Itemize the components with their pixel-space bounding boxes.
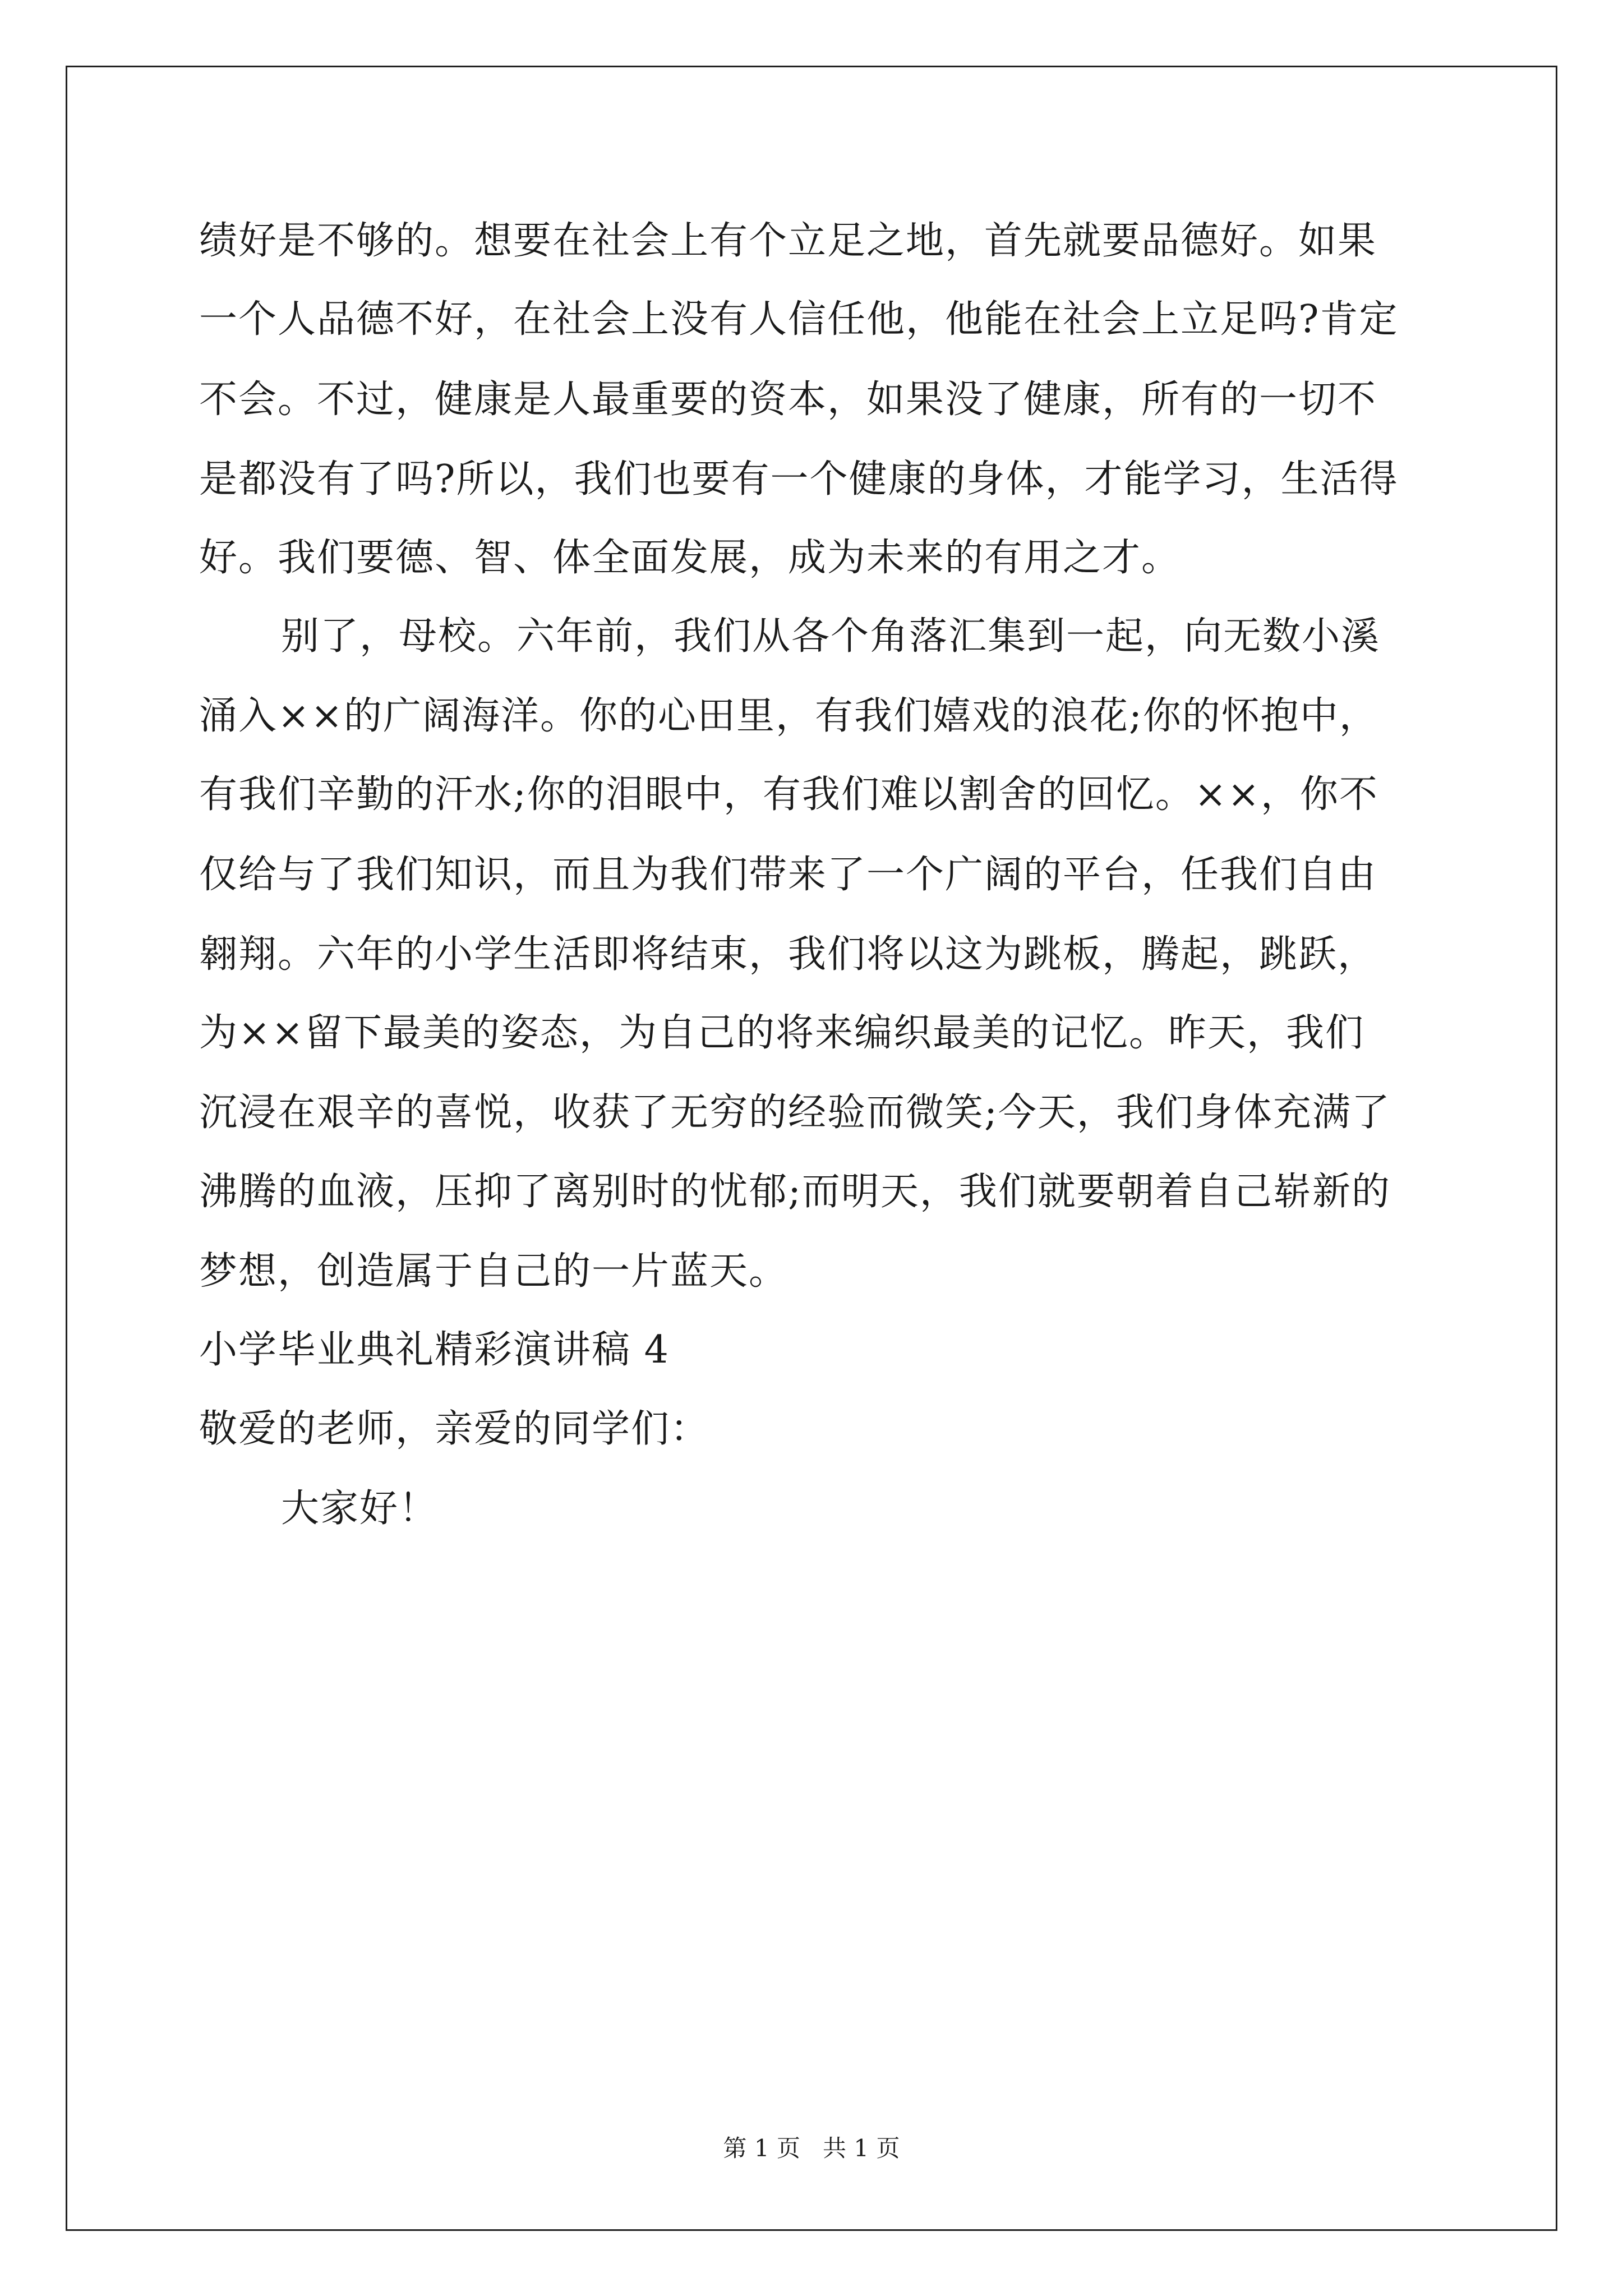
section-heading: 小学毕业典礼精彩演讲稿 4 [199, 1328, 670, 1372]
text-line: 仅给与了我们知识，而且为我们带来了一个广阔的平台，任我们自由 [199, 853, 1377, 897]
salutation: 敬爱的老师，亲爱的同学们： [199, 1407, 710, 1451]
text-line: 为××留下最美的姿态，为自己的将来编织最美的记忆。昨天，我们 [199, 1011, 1364, 1055]
text-line: 涌入××的广阔海洋。你的心田里，有我们嬉戏的浪花;你的怀抱中， [199, 694, 1378, 738]
paragraph-first-line: 别了，母校。六年前，我们从各个角落汇集到一起，向无数小溪 [281, 614, 1381, 659]
text-line: 梦想，创造属于自己的一片蓝天。 [199, 1249, 789, 1294]
text-line: 是都没有了吗?所以，我们也要有一个健康的身体，才能学习，生活得 [199, 457, 1399, 501]
text-line: 好。我们要德、智、体全面发展，成为未来的有用之才。 [199, 536, 1181, 580]
greeting: 大家好！ [281, 1487, 439, 1531]
text-line: 沸腾的血液，压抑了离别时的忧郁;而明天，我们就要朝着自己崭新的 [199, 1170, 1391, 1214]
text-line: 不会。不过，健康是人最重要的资本，如果没了健康，所有的一切不 [199, 378, 1377, 422]
text-line: 有我们辛勤的汗水;你的泪眼中，有我们难以割舍的回忆。××，你不 [199, 772, 1378, 817]
text-line: 绩好是不够的。想要在社会上有个立足之地，首先就要品德好。如果 [199, 219, 1377, 263]
text-line: 一个人品德不好，在社会上没有人信任他，他能在社会上立足吗?肯定 [199, 297, 1399, 342]
text-line: 翱翔。六年的小学生活即将结束，我们将以这为跳板，腾起，跳跃， [199, 932, 1377, 977]
page-number-footer: 第 1 页 共 1 页 [723, 2134, 900, 2162]
text-line: 沉浸在艰辛的喜悦，收获了无穷的经验而微笑;今天，我们身体充满了 [199, 1091, 1391, 1135]
